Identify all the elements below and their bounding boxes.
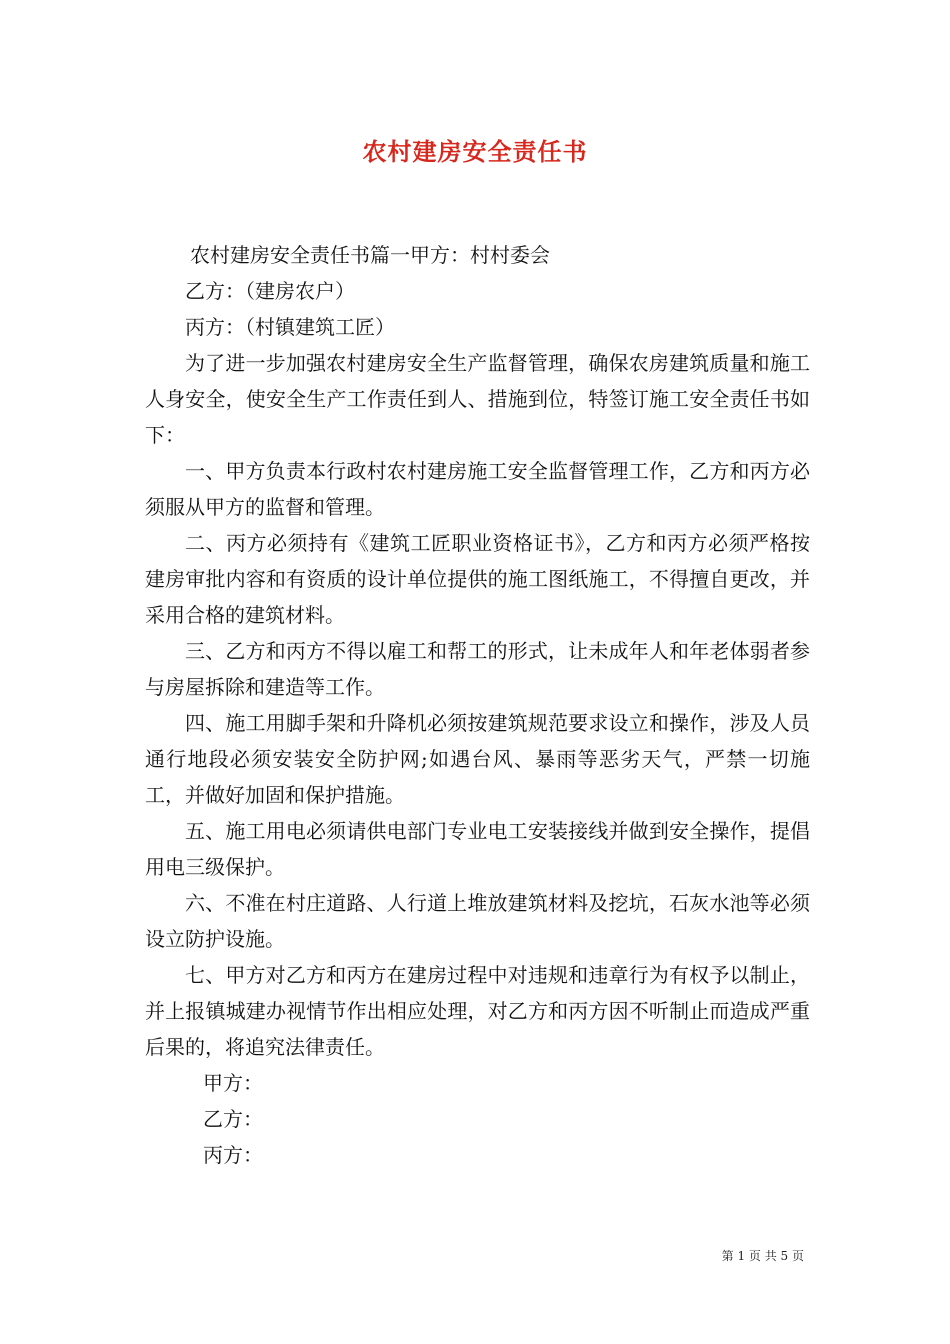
paragraph-clause-2: 二、丙方必须持有《建筑工匠职业资格证书》，乙方和丙方必须严格按建房审批内容和有资质的设计单位提供的施工图纸施工，不得擅自更改，并采用合格的建筑材料。 (145, 531, 810, 627)
paragraph-clause-7: 七、甲方对乙方和丙方在建房过程中对违规和违章行为有权予以制止，并上报镇城建办视情节作出相应处理，对乙方和丙方因不听制止而造成严重后果的，将追究法律责任。 (145, 963, 810, 1059)
paragraph-clause-4: 四、施工用脚手架和升降机必须按建筑规范要求设立和操作，涉及人员通行地段必须安装安全防护网;如遇台风、暴雨等恶劣天气，严禁一切施工，并做好加固和保护措施。 (145, 711, 810, 807)
signature-party-b: 乙方： (203, 1107, 263, 1131)
paragraph-clause-5: 五、施工用电必须请供电部门专业电工安装接线并做到安全操作，提倡用电三级保护。 (145, 819, 810, 879)
signature-party-c: 丙方： (203, 1143, 263, 1167)
paragraph-clause-6: 六、不准在村庄道路、人行道上堆放建筑材料及挖坑，石灰水池等必须设立防护设施。 (145, 891, 810, 951)
paragraph-clause-1: 一、甲方负责本行政村农村建房施工安全监督管理工作，乙方和丙方必须服从甲方的监督和管理。 (145, 459, 810, 519)
page-number: 第 1 页 共 5 页 (721, 1249, 804, 1263)
paragraph-party-b: 乙方：（建房农户） (185, 279, 355, 303)
paragraph-clause-3: 三、乙方和丙方不得以雇工和帮工的形式，让未成年人和年老体弱者参与房屋拆除和建造等工作。 (145, 639, 810, 699)
paragraph-intro: 农村建房安全责任书篇一甲方：村村委会 (190, 243, 550, 267)
paragraph-party-c: 丙方：（村镇建筑工匠） (185, 315, 395, 339)
signature-party-a: 甲方： (203, 1071, 263, 1095)
document-body (145, 237, 810, 1173)
document-title: 农村建房安全责任书 (362, 137, 588, 166)
paragraph-purpose: 为了进一步加强农村建房安全生产监督管理，确保农房建筑质量和施工人身安全，使安全生产工作责任到人、措施到位，特签订施工安全责任书如下： (145, 351, 810, 447)
